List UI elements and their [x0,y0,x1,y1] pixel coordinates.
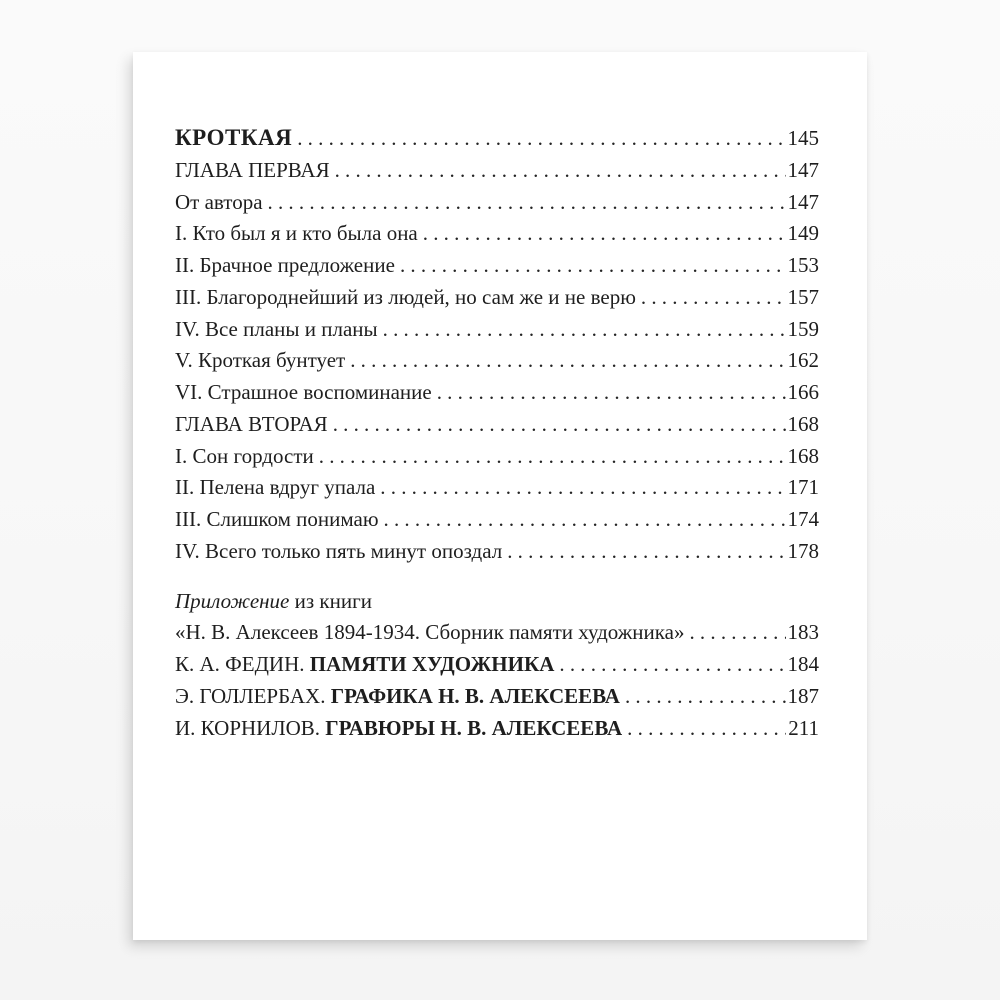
page-number: 149 [787,221,819,246]
dot-leader [383,314,786,346]
toc-entry-label: I. Кто был я и кто была она [175,221,418,246]
page-number: 162 [787,348,819,373]
dot-leader [423,218,786,250]
toc-row [175,536,819,568]
appendix-heading-italic: Приложение [175,588,290,613]
appendix-entry-bold: ГРАВЮРЫ Н. В. АЛЕКСЕЕВА [325,715,623,740]
book-page [133,52,867,940]
appendix-row [175,713,819,745]
dot-leader [268,187,786,219]
page-number: 168 [787,443,819,468]
toc-entry-title: КРОТКАЯ [175,125,293,150]
page-number: 153 [787,253,819,277]
toc-row [175,345,819,377]
appendix-entry-label [175,617,684,649]
page-number: 147 [787,157,819,182]
appendix-entry-label [175,713,622,745]
dot-leader [297,123,785,155]
page-number: 159 [787,316,819,341]
dot-leader [335,155,786,187]
dot-leader [400,250,786,282]
appendix-section [175,586,819,745]
page-number: 187 [787,683,819,708]
toc-row [175,155,819,187]
dot-leader [625,681,786,713]
appendix-row [175,617,819,649]
appendix-heading-rest: из книги [289,588,372,613]
appendix-row [175,681,819,713]
table-of-contents [133,52,867,744]
toc-row [175,122,819,155]
toc-row [175,504,819,536]
toc-row [175,187,819,219]
toc-row [175,314,819,346]
toc-row [175,409,819,441]
page-number: 145 [787,126,819,150]
appendix-entry-prefix: «Н. В. Алексеев 1894-1934. Сборник памяти художника» [175,620,685,645]
dot-leader [380,472,785,504]
toc-entry-label: IV. Все планы и планы [175,316,378,341]
toc-entry-label: II. Брачное предложение [175,253,395,277]
dot-leader [350,345,785,377]
page-number: 171 [787,475,819,500]
page-number: 174 [787,507,819,531]
dot-leader [333,409,786,441]
toc-row [175,250,819,282]
toc-row [175,282,819,314]
page-number: 183 [787,620,819,645]
toc-entry-label: V. Кроткая бунтует [175,348,346,373]
appendix-entry-bold: ГРАФИКА Н. В. АЛЕКСЕЕВА [330,683,620,708]
toc-entry-label: ГЛАВА ВТОРАЯ [175,411,328,436]
toc-row [175,441,819,473]
appendix-entry-prefix: К. А. ФЕДИН. [175,652,310,676]
toc-row [175,377,819,409]
page-number: 168 [787,411,819,436]
dot-leader [689,617,785,649]
toc-entry-label: II. Пелена вдруг упала [175,475,376,500]
appendix-row [175,649,819,681]
appendix-entry-prefix: Э. ГОЛЛЕРБАХ. [175,683,331,708]
page-number: 178 [787,538,819,563]
toc-entry-label: VI. Страшное воспоминание [175,380,432,404]
dot-leader [319,441,786,473]
toc-entry-label: I. Сон гордости [175,443,314,468]
toc-entry-label: IV. Всего только пять минут опоздал [175,538,503,563]
toc-row [175,472,819,504]
appendix-heading [175,586,819,618]
page-number: 166 [787,380,819,404]
toc-entry-label: III. Благороднейший из людей, но сам же и не верю [175,284,636,309]
toc-entry-label: ГЛАВА ПЕРВАЯ [175,157,330,182]
toc-row [175,218,819,250]
appendix-entry-label [175,649,554,681]
dot-leader [507,536,785,568]
page-number: 157 [787,284,819,309]
appendix-entry-bold: ПАМЯТИ ХУДОЖНИКА [309,652,555,676]
appendix-entry-prefix: И. КОРНИЛОВ. [175,715,326,740]
page-number: 211 [788,715,819,740]
toc-entry-label: III. Слишком понимаю [175,507,379,531]
page-number: 147 [787,189,819,214]
dot-leader [627,713,786,745]
toc-entry-label: От автора [175,189,263,214]
dot-leader [559,649,785,681]
dot-leader [384,504,786,536]
page-number: 184 [787,652,819,676]
appendix-entry-label [175,681,620,713]
dot-leader [437,377,786,409]
dot-leader [641,282,786,314]
